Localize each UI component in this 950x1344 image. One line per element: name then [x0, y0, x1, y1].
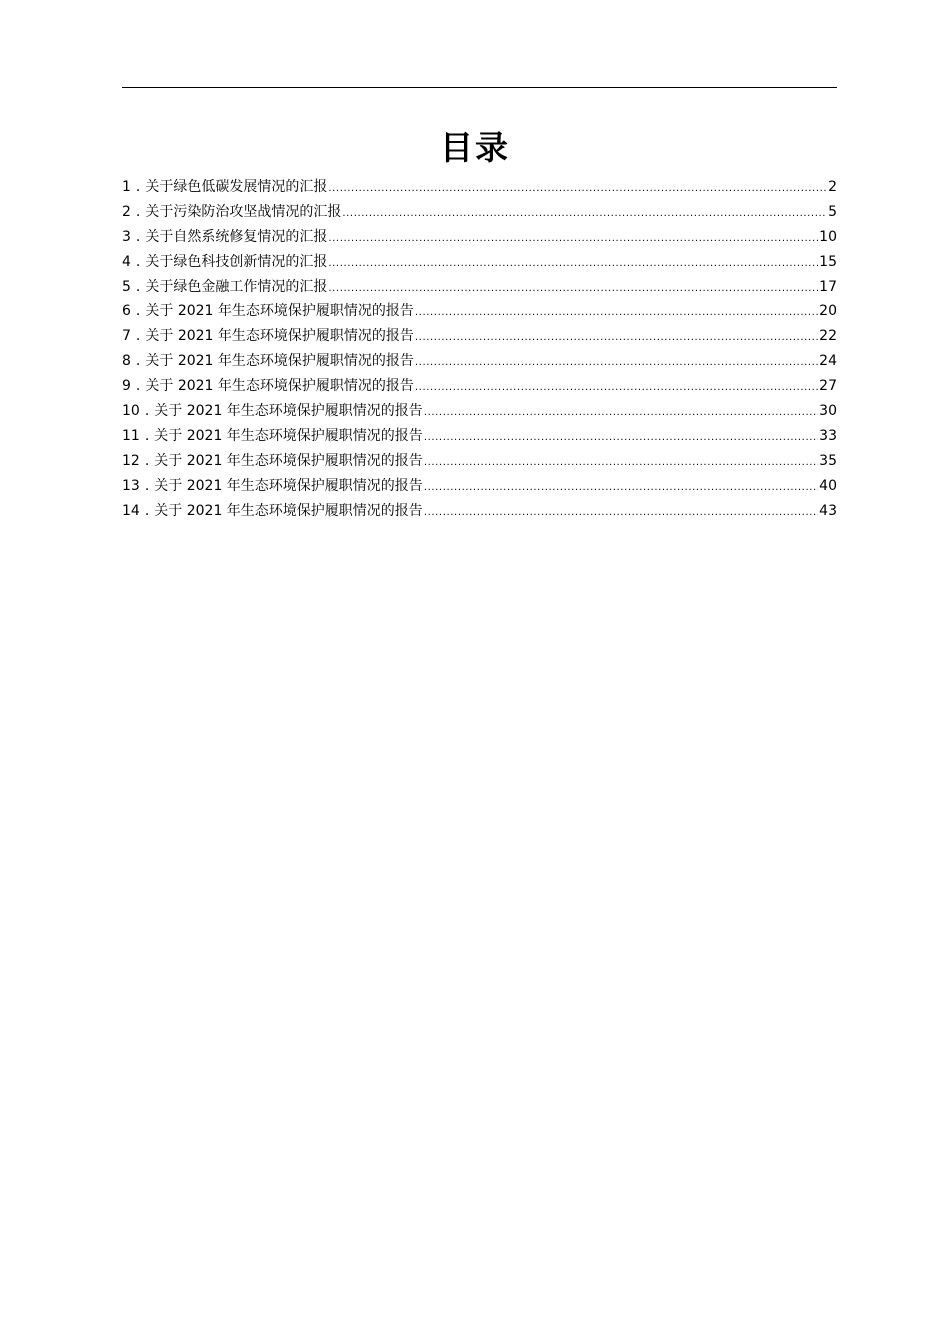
toc-entry-separator: .	[135, 228, 141, 245]
toc-dot-leader	[415, 376, 818, 401]
toc-entry-separator: .	[144, 502, 150, 519]
toc-entry-page: 27	[819, 378, 837, 395]
toc-entry[interactable]	[122, 324, 837, 349]
toc-dot-leader	[328, 227, 818, 252]
toc-entry-title: 关于 2021 年生态环境保护履职情况的报告	[154, 477, 423, 494]
toc-dot-leader	[424, 476, 818, 501]
toc-title: 目录	[440, 128, 510, 167]
toc-entry[interactable]	[122, 374, 837, 399]
toc-entry-title: 关于 2021 年生态环境保护履职情况的报告	[154, 502, 423, 519]
toc-entry-page: 5	[828, 203, 837, 220]
toc-entry[interactable]	[122, 250, 837, 275]
toc-entry-separator: .	[135, 378, 141, 395]
toc-entry-page: 22	[819, 328, 837, 345]
toc-dot-leader	[328, 277, 818, 302]
toc-entry-number: 8	[122, 353, 131, 370]
toc-dot-leader	[328, 252, 818, 277]
header-rule	[122, 87, 837, 88]
toc-entry-page: 2	[828, 179, 837, 195]
toc-dot-leader	[328, 177, 827, 202]
toc-entry-page: 24	[819, 353, 837, 370]
toc-entry-title: 关于污染防治攻坚战情况的汇报	[145, 203, 342, 220]
toc-entry-title: 关于 2021 年生态环境保护履职情况的报告	[145, 328, 414, 345]
toc-entry-number: 13	[122, 477, 140, 494]
toc-entry-separator: .	[135, 253, 141, 270]
toc-entry-number: 10	[122, 403, 140, 420]
toc-entry[interactable]	[122, 275, 837, 300]
toc-dot-leader	[415, 301, 818, 326]
toc-entry-separator: .	[144, 477, 150, 494]
toc-dot-leader	[415, 351, 818, 376]
toc-entry-title: 关于 2021 年生态环境保护履职情况的报告	[154, 403, 423, 420]
toc-entry[interactable]	[122, 175, 837, 200]
toc-entry-number: 14	[122, 502, 140, 519]
toc-entry-page: 10	[819, 228, 837, 245]
toc-entry-number: 12	[122, 452, 140, 469]
toc-entry-page: 33	[819, 427, 837, 444]
toc-entry-number: 4	[122, 253, 131, 270]
toc-entry[interactable]	[122, 499, 837, 524]
toc-entry-page: 15	[819, 253, 837, 270]
toc-entry-page: 30	[819, 403, 837, 420]
toc-entry-separator: .	[135, 353, 141, 370]
toc-entry-separator: .	[144, 427, 150, 444]
toc-entry-separator: .	[135, 278, 141, 295]
toc-entry-separator: .	[135, 303, 141, 320]
toc-entry-number: 7	[122, 328, 131, 345]
toc-entry-page: 35	[819, 452, 837, 469]
toc-entry-number: 6	[122, 303, 131, 320]
toc-entry[interactable]	[122, 449, 837, 474]
toc-entry-separator: .	[135, 203, 141, 220]
toc-dot-leader	[424, 501, 818, 526]
toc-entry-number: 11	[122, 427, 140, 444]
toc-entry-page: 40	[819, 477, 837, 494]
toc-entry[interactable]	[122, 399, 837, 424]
toc-entry-page: 20	[819, 303, 837, 320]
toc-entry-separator: .	[135, 328, 141, 345]
toc-entry[interactable]	[122, 225, 837, 250]
toc-entry-number: 1	[122, 179, 131, 195]
toc-entry-title: 关于绿色金融工作情况的汇报	[145, 278, 328, 295]
toc-entry-title: 关于 2021 年生态环境保护履职情况的报告	[154, 427, 423, 444]
toc-entry[interactable]	[122, 424, 837, 449]
toc-dot-leader	[424, 451, 818, 476]
toc-entry-title: 关于绿色科技创新情况的汇报	[145, 253, 328, 270]
toc-entry-number: 5	[122, 278, 131, 295]
toc-entry-number: 2	[122, 203, 131, 220]
toc-list	[122, 175, 837, 523]
toc-entry-title: 关于 2021 年生态环境保护履职情况的报告	[145, 378, 414, 395]
toc-dot-leader	[424, 401, 818, 426]
toc-entry-separator: .	[144, 452, 150, 469]
toc-entry-title: 关于 2021 年生态环境保护履职情况的报告	[154, 452, 423, 469]
toc-entry-page: 43	[819, 502, 837, 519]
toc-entry-title: 关于自然系统修复情况的汇报	[145, 228, 328, 245]
toc-dot-leader	[342, 202, 827, 227]
toc-entry-title: 关于 2021 年生态环境保护履职情况的报告	[145, 303, 414, 320]
toc-entry-number: 3	[122, 228, 131, 245]
toc-entry-separator: .	[144, 403, 150, 420]
toc-entry-page: 17	[819, 278, 837, 295]
toc-dot-leader	[424, 426, 818, 451]
toc-entry[interactable]	[122, 349, 837, 374]
toc-entry-separator: .	[135, 179, 141, 195]
toc-entry[interactable]	[122, 474, 837, 499]
toc-entry-title: 关于绿色低碳发展情况的汇报	[145, 179, 328, 195]
toc-entry-number: 9	[122, 378, 131, 395]
toc-entry[interactable]	[122, 200, 837, 225]
toc-dot-leader	[415, 326, 818, 351]
toc-entry[interactable]	[122, 299, 837, 324]
toc-entry-title: 关于 2021 年生态环境保护履职情况的报告	[145, 353, 414, 370]
